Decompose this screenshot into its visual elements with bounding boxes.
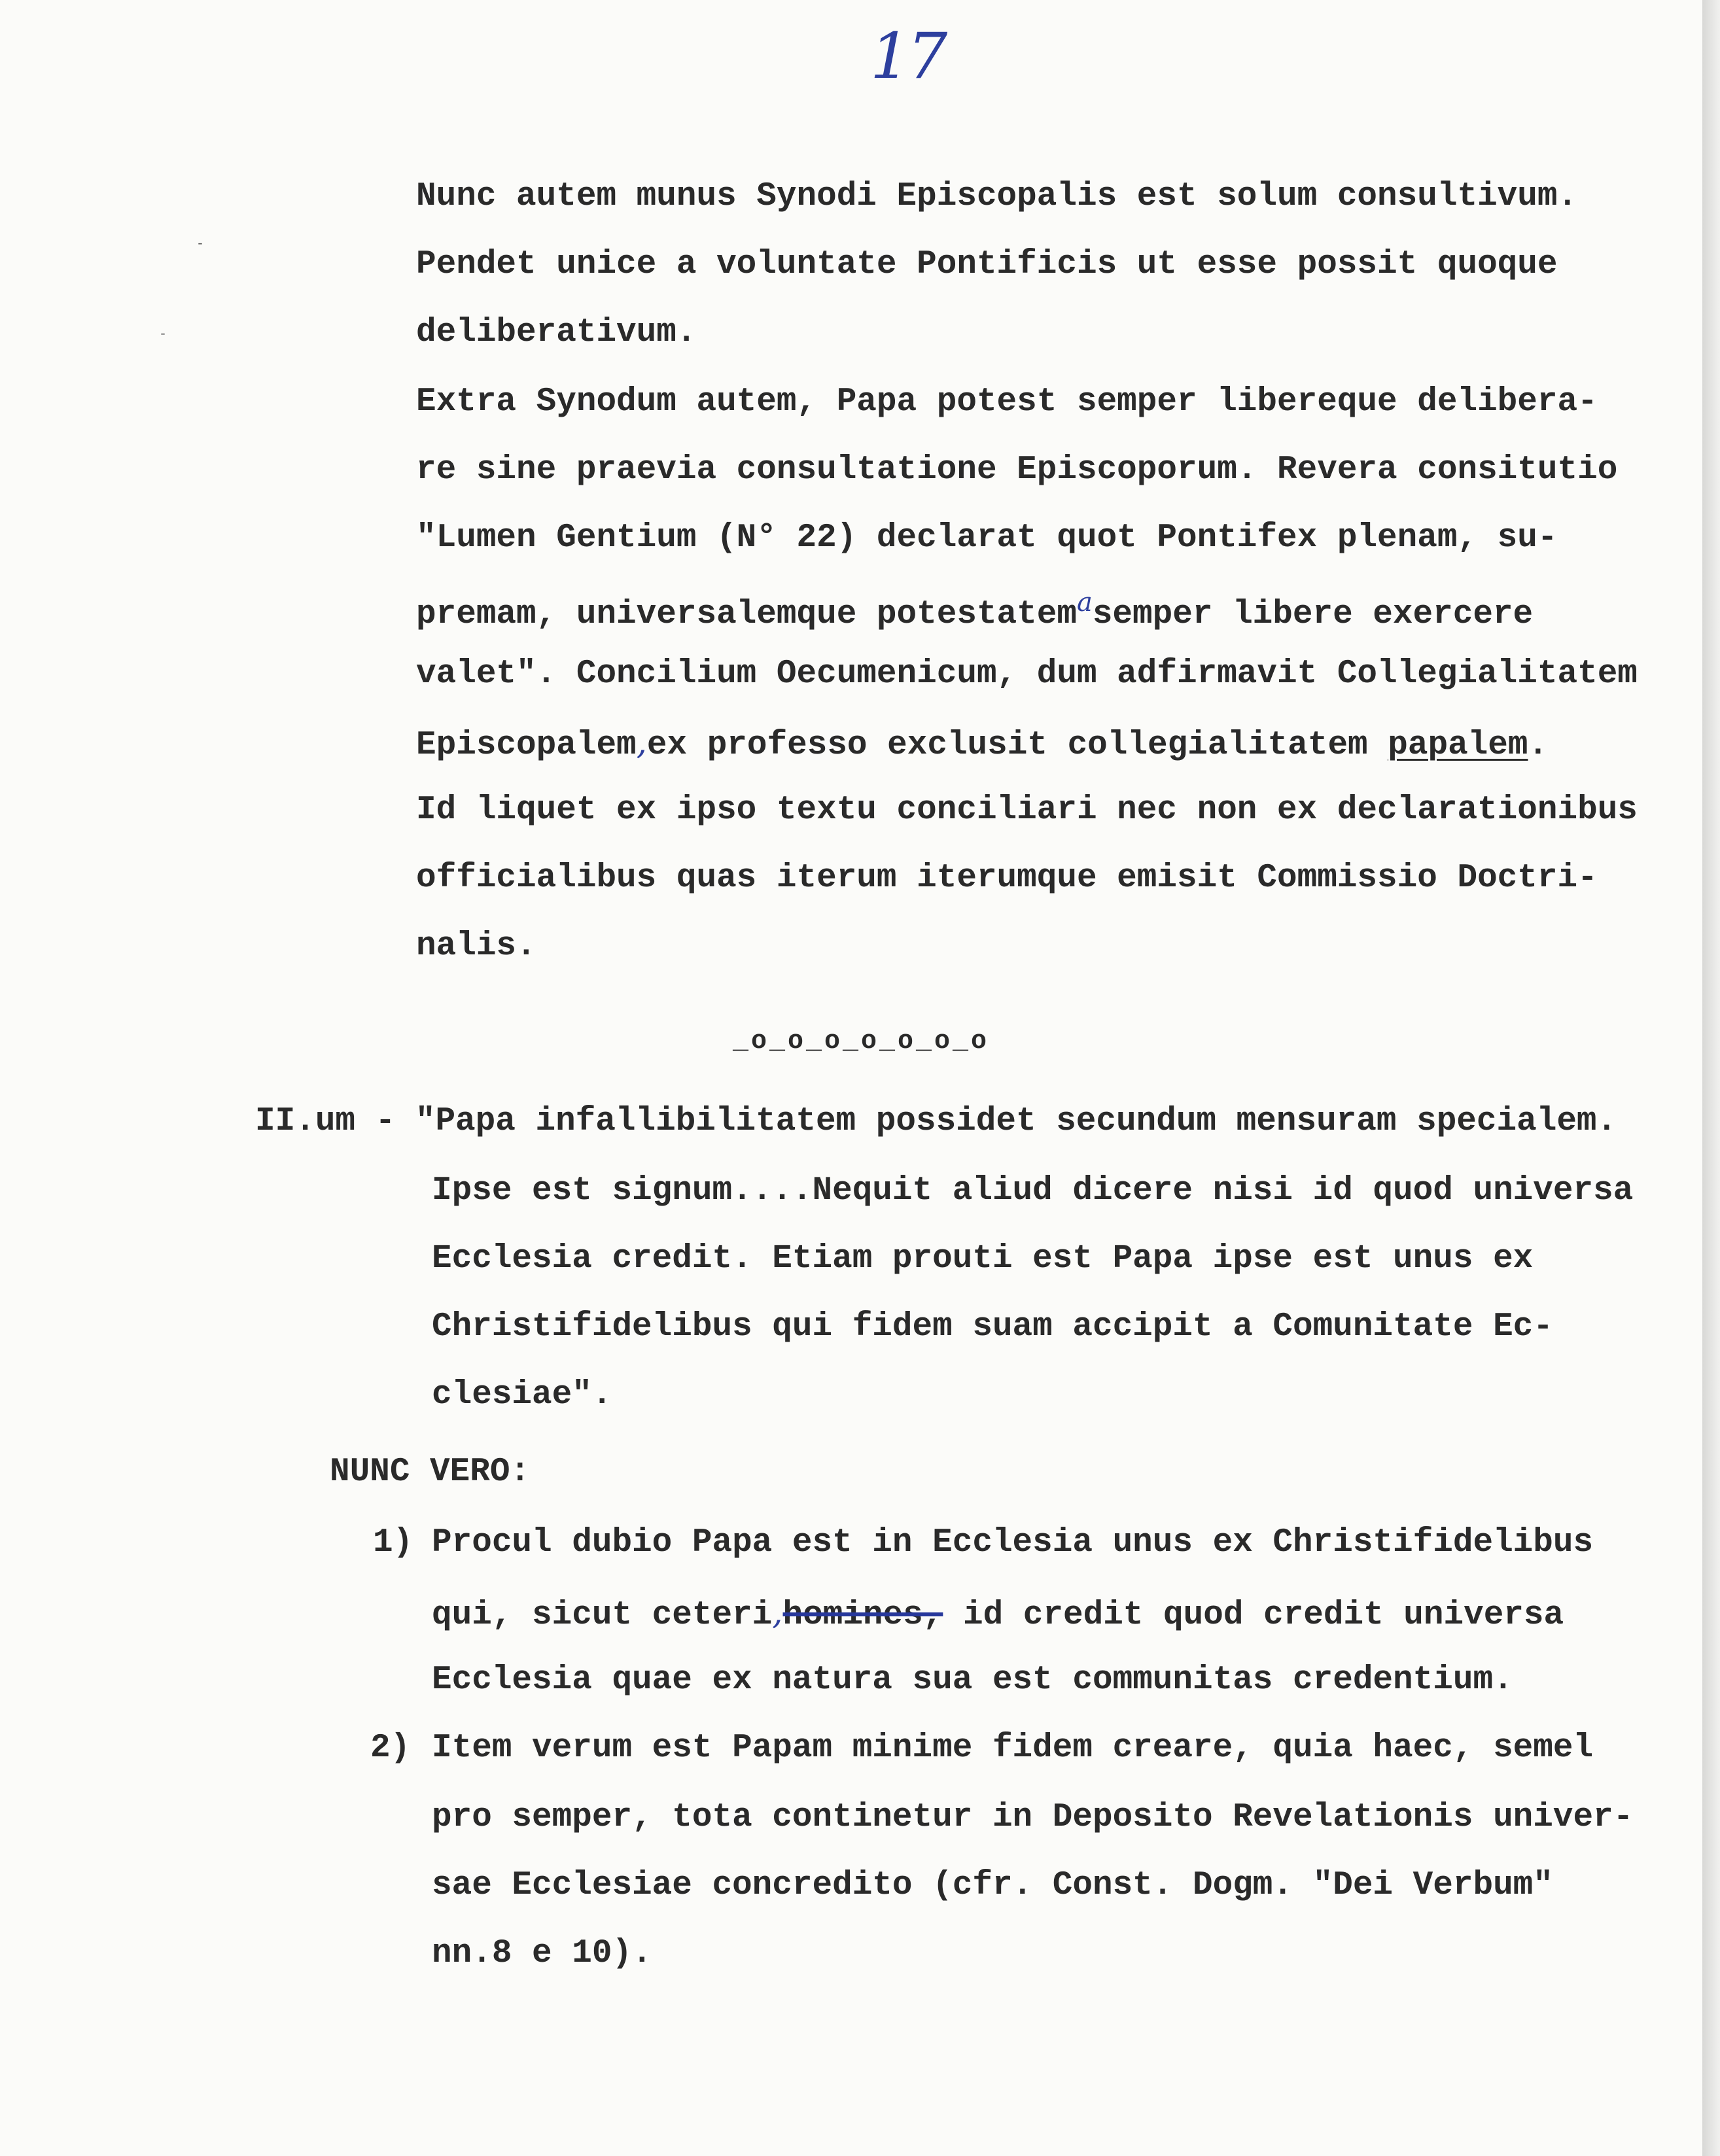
text-line: Item verum est Papam minime fidem creare, quia haec, semel <box>432 1730 1594 1767</box>
text-segment: . <box>1528 727 1549 764</box>
text-line: sae Ecclesiae concredito (cfr. Const. Dogm. "Dei Verbum" <box>432 1867 1553 1904</box>
page-edge <box>1702 0 1720 2156</box>
text-segment: ex professo exclusit collegialitatem <box>646 727 1368 764</box>
list-number: 1) <box>373 1524 413 1561</box>
underlined-word: papalem <box>1388 727 1528 764</box>
handwritten-page-number: 17 <box>870 20 945 93</box>
text-line: clesiae". <box>432 1376 612 1414</box>
text-segment: id credit quod credit universa <box>962 1597 1564 1634</box>
handwritten-comma: , <box>772 1593 783 1632</box>
handwritten-insertion: a <box>1076 587 1093 617</box>
section-heading-line: II.um - "Papa infallibilitatem possidet secundum mensuram specialem. <box>255 1103 1617 1140</box>
list-number: 2) <box>370 1730 411 1767</box>
text-line: Christifidelibus qui fidem suam accipit a Comunitate Ec- <box>432 1308 1553 1346</box>
text-line: Procul dubio Papa est in Ecclesia unus ex Christifidelibus <box>432 1524 1594 1561</box>
text-line: Pendet unice a voluntate Pontificis ut esse possit quoque <box>416 246 1558 283</box>
text-line: pro semper, tota continetur in Deposito Revelationis univer- <box>432 1799 1634 1836</box>
text-line: Extra Synodum autem, Papa potest semper libereque delibera- <box>416 383 1598 421</box>
text-line: Ecclesia quae ex natura sua est communitas credentium. <box>432 1661 1513 1699</box>
text-line: Ipse est signum....Nequit aliud dicere nisi id quod universa <box>432 1172 1634 1209</box>
text-line: "Lumen Gentium (N° 22) declarat quot Pontifex plenam, su- <box>416 519 1558 557</box>
section-separator: _o_o_o_o_o_o_o <box>733 1027 990 1056</box>
struck-word: homines, <box>782 1597 943 1634</box>
text-line: nalis. <box>416 928 536 965</box>
text-line: valet". Concilium Oecumenicum, dum adfirmavit Collegialitatem <box>416 655 1638 693</box>
text-line: officialibus quas iterum iterumque emisit Commissio Doctri- <box>416 860 1598 897</box>
text-segment: Episcopalem <box>416 727 637 764</box>
text-line: Ecclesia credit. Etiam prouti est Papa ipse est unus ex <box>432 1240 1534 1278</box>
text-line: Nunc autem munus Synodi Episcopalis est solum consultivum. <box>416 178 1578 215</box>
text-line: deliberativum. <box>416 314 697 351</box>
margin-mark: - <box>159 327 167 342</box>
text-line: re sine praevia consultatione Episcoporum. Revera consitutio <box>416 451 1618 489</box>
text-line: nn.8 e 10). <box>432 1935 652 1972</box>
text-line <box>416 723 1548 764</box>
text-segment: semper libere exercere <box>1092 596 1534 633</box>
handwritten-comma: , <box>636 723 647 762</box>
text-segment: qui, sicut ceteri <box>432 1597 773 1634</box>
text-segment: premam, universalemque potestatem <box>416 596 1077 633</box>
margin-mark: - <box>196 237 205 252</box>
subheading: NUNC VERO: <box>330 1453 531 1491</box>
text-line <box>416 587 1533 633</box>
text-line: Id liquet ex ipso textu conciliari nec non ex declarationibus <box>416 791 1638 829</box>
text-line <box>432 1593 1564 1634</box>
